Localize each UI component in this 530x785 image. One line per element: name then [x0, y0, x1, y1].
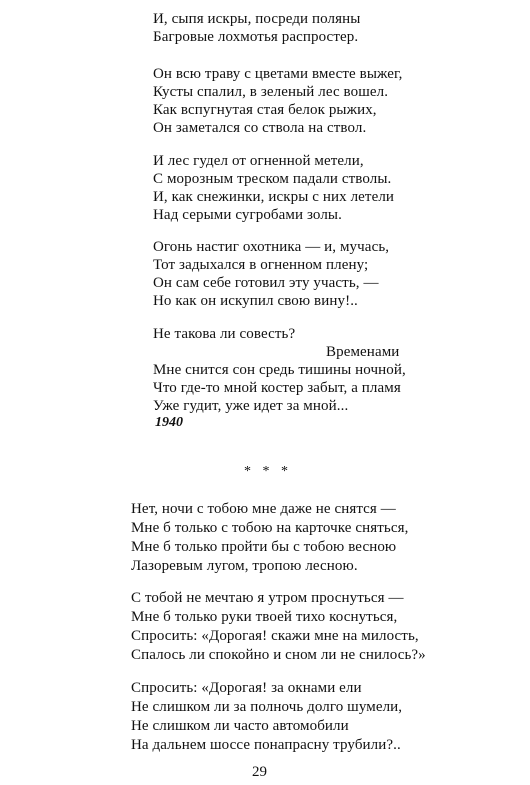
poem-line: И лес гудел от огненной метели,: [153, 153, 364, 169]
poem-line: Не слишком ли часто автомобили: [131, 718, 349, 734]
poem-line: Не слишком ли за полночь долго шумели,: [131, 699, 403, 715]
poem-line: Нет, ночи с тобою мне даже не снятся —: [131, 501, 396, 517]
poem-line: Спросить: «Дорогая! за окнами ели: [131, 680, 362, 696]
poem-line: Лазоревым лугом, тропою лесною.: [131, 558, 358, 574]
poem-line: Как вспугнутая стая белок рыжих,: [153, 102, 377, 118]
poem-line: Мне б только с тобою на карточке сняться,: [131, 520, 409, 536]
poem-line: Он всю траву с цветами вместе выжег,: [153, 66, 403, 82]
poem-date: 1940: [155, 415, 183, 430]
poem-line: Спалось ли спокойно и сном ли не снилось?»: [131, 647, 426, 663]
poem-line: Кусты спалил, в зеленый лес вошел.: [153, 84, 389, 100]
poem-line: И, как снежинки, искры с них летели: [153, 189, 395, 205]
poem-line: Багровые лохмотья распростер.: [153, 29, 359, 45]
poem-line-indented: Временами: [326, 344, 400, 360]
page-number: 29: [252, 764, 267, 780]
poem-line: Уже гудит, уже идет за мной...: [153, 398, 349, 414]
poem-line: Мне снится сон средь тишины ночной,: [153, 362, 406, 378]
poem-line: Тот задыхался в огненном плену;: [153, 257, 369, 273]
poem-line: Огонь настиг охотника — и, мучась,: [153, 239, 390, 255]
poem-line: С тобой не мечтаю я утром проснуться —: [131, 590, 404, 606]
poem-line: Что где-то мной костер забыт, а пламя: [153, 380, 401, 396]
poem-line: И, сыпя искры, посреди поляны: [153, 11, 361, 27]
poem-line: С морозным треском падали стволы.: [153, 171, 392, 187]
poem-line: Он заметался со ствола на ствол.: [153, 120, 367, 136]
poem-line: Он сам себе готовил эту участь, —: [153, 275, 379, 291]
poem-line: Мне б только руки твоей тихо коснуться,: [131, 609, 398, 625]
section-separator: * * *: [244, 464, 292, 479]
poem-line: Мне б только пройти бы с тобою весною: [131, 539, 397, 555]
poem-line: Не такова ли совесть?: [153, 326, 296, 342]
poem-line: На дальнем шоссе понапрасну трубили?..: [131, 737, 401, 753]
poem-line: Но как он искупил свою вину!..: [153, 293, 358, 309]
poem-line: Спросить: «Дорогая! скажи мне на милость,: [131, 628, 419, 644]
poem-line: Над серыми сугробами золы.: [153, 207, 342, 223]
